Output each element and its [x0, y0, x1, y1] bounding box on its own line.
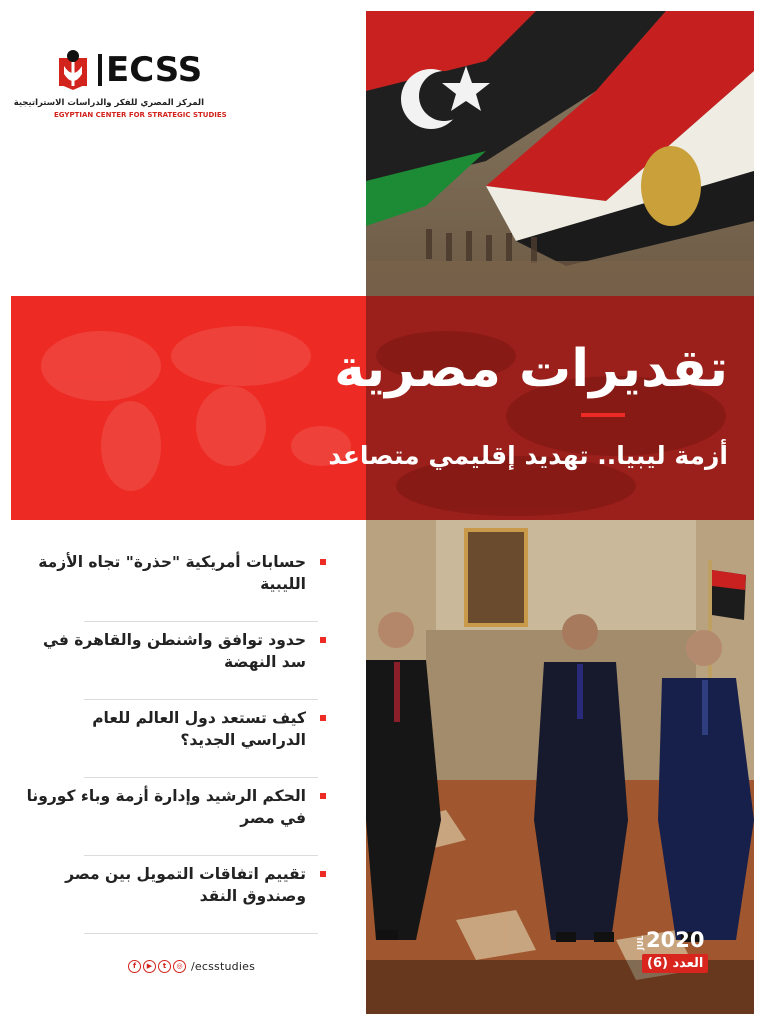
- bullet-icon: [320, 637, 326, 643]
- band-red-panel: [11, 296, 366, 520]
- article-list: [20, 545, 326, 935]
- band-dark-panel: [366, 296, 754, 520]
- ecss-logo: [13, 48, 227, 128]
- article-title[interactable]: حسابات أمريكية "حذرة" تجاه الأزمة الليبية: [38, 553, 306, 593]
- youtube-icon[interactable]: ▶: [143, 960, 156, 973]
- instagram-icon[interactable]: ◎: [173, 960, 186, 973]
- libya-egypt-flags-image: [366, 11, 754, 296]
- article-title[interactable]: الحكم الرشيد وإدارة أزمة وباء كورونا في مصر: [26, 787, 306, 827]
- list-item[interactable]: [20, 545, 326, 623]
- divider: [84, 621, 318, 622]
- bullet-icon: [320, 559, 326, 565]
- issue-year: 2020: [646, 928, 705, 952]
- logo-divider: [98, 54, 102, 86]
- list-item[interactable]: [20, 701, 326, 779]
- divider: [84, 933, 318, 934]
- list-item[interactable]: [20, 857, 326, 935]
- divider: [84, 777, 318, 778]
- bullet-icon: [320, 793, 326, 799]
- facebook-icon[interactable]: f: [128, 960, 141, 973]
- logo-emblem-icon: [54, 48, 92, 90]
- article-title[interactable]: حدود توافق واشنطن والقاهرة في سد النهضة: [43, 631, 306, 671]
- issue-month: JUL: [636, 935, 645, 950]
- world-map-icon: [11, 296, 366, 520]
- social-links: [128, 958, 255, 974]
- divider: [84, 699, 318, 700]
- social-handle[interactable]: /ecsstudies: [191, 959, 256, 973]
- person-middle: [534, 614, 628, 942]
- logo-english-name: EGYPTIAN CENTER FOR STRATEGIC STUDIES: [54, 111, 227, 119]
- bullet-icon: [320, 871, 326, 877]
- logo-arabic-name: المركز المصري للفكر والدراسات الاستراتيجية: [13, 98, 204, 108]
- bullet-icon: [320, 715, 326, 721]
- list-item[interactable]: [20, 779, 326, 857]
- logo-name: ECSS: [106, 50, 203, 90]
- flags-photo: [366, 11, 754, 296]
- article-title[interactable]: تقييم اتفاقات التمويل بين مصر وصندوق النقد: [65, 865, 306, 905]
- twitter-icon[interactable]: t: [158, 960, 171, 973]
- title-band: [11, 296, 754, 520]
- desert-texture: [366, 296, 754, 520]
- issue-number: العدد (6): [642, 954, 708, 973]
- list-item[interactable]: [20, 623, 326, 701]
- title-underline: [581, 413, 625, 417]
- divider: [84, 855, 318, 856]
- issue-info: [634, 926, 710, 976]
- article-title[interactable]: كيف تستعد دول العالم للعام الدراسي الجديد؟: [92, 709, 306, 749]
- banner-title: تقديرات مصرية: [334, 339, 728, 399]
- banner-subtitle: أزمة ليبيا.. تهديد إقليمي متصاعد: [328, 441, 728, 470]
